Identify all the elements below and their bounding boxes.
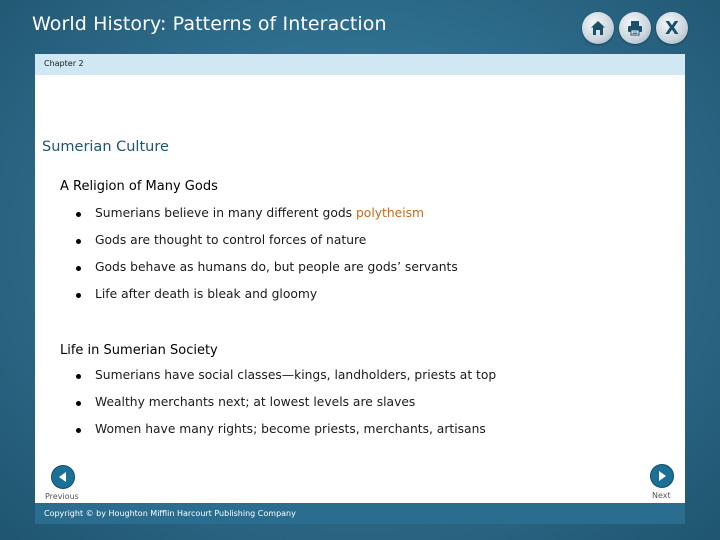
footer-bar xyxy=(35,503,685,524)
close-button[interactable] xyxy=(656,12,688,44)
previous-button[interactable] xyxy=(51,465,75,489)
list-item: Sumerians have social classes—kings, landholders, priests at top xyxy=(74,368,496,395)
home-icon xyxy=(589,19,607,37)
arrow-left-icon xyxy=(57,471,69,483)
list-item: Life after death is bleak and gloomy xyxy=(74,287,458,314)
slide-content xyxy=(35,75,685,503)
next-label[interactable]: Next xyxy=(652,491,671,500)
app-title: World History: Patterns of Interaction xyxy=(32,13,387,35)
list-item: Gods behave as humans do, but people are gods’ servants xyxy=(74,260,458,287)
copyright-text: Copyright © by Houghton Mifflin Harcourt Publishing Company xyxy=(44,509,296,518)
list-item: Women have many rights; become priests, merchants, artisans xyxy=(74,422,496,449)
toolbar xyxy=(582,12,688,44)
list-item: Gods are thought to control forces of nature xyxy=(74,233,458,260)
close-icon: X xyxy=(665,17,679,39)
chapter-bar xyxy=(35,54,685,75)
print-icon xyxy=(626,19,644,37)
religion-bullet-list xyxy=(74,206,458,314)
section-heading-religion: A Religion of Many Gods xyxy=(60,179,218,194)
slide-title: Sumerian Culture xyxy=(42,139,169,155)
previous-label[interactable]: Previous xyxy=(45,492,79,501)
print-button[interactable] xyxy=(619,12,651,44)
list-item: Sumerians believe in many different gods polytheism xyxy=(74,206,458,233)
highlighted-term: polytheism xyxy=(355,206,424,220)
home-button[interactable] xyxy=(582,12,614,44)
list-item: Wealthy merchants next; at lowest levels are slaves xyxy=(74,395,496,422)
section-heading-society: Life in Sumerian Society xyxy=(60,343,218,358)
society-bullet-list xyxy=(74,368,496,449)
next-button[interactable] xyxy=(650,464,674,488)
chapter-label: Chapter 2 xyxy=(44,59,84,68)
arrow-right-icon xyxy=(656,470,668,482)
